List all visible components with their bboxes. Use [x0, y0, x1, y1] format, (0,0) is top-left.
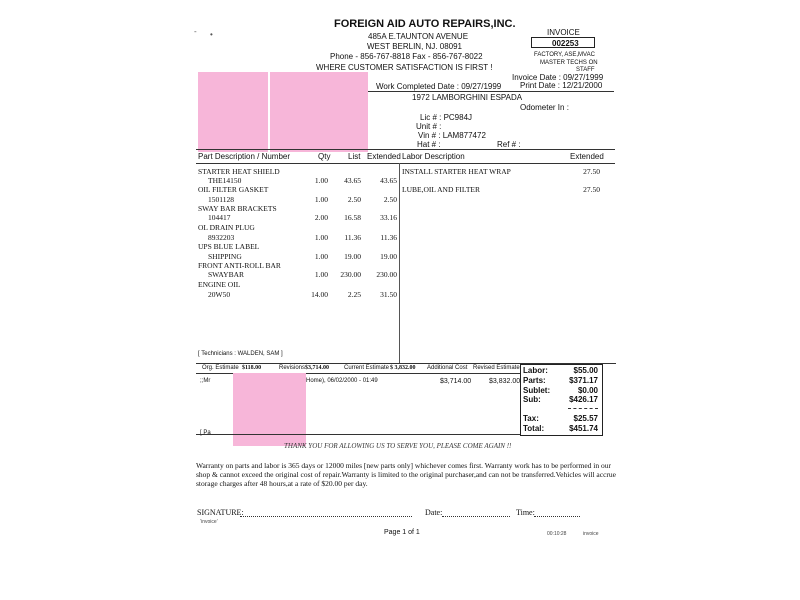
part-qty: 1.00 — [314, 195, 328, 204]
company-address: 485A E.TAUNTON AVENUE — [368, 32, 469, 41]
ref-number: Ref # : — [497, 140, 521, 149]
current-estimate-label: Current Estimate — [344, 365, 390, 371]
page-number: Page 1 of 1 — [384, 529, 420, 536]
total-value-tax: $25.57 — [573, 414, 598, 423]
redacted-customer-address — [270, 72, 368, 152]
revision-additional-cost: $3,714.00 — [440, 378, 472, 385]
part-list: 11.36 — [344, 233, 361, 242]
header-top-rule — [196, 149, 615, 150]
labor-description: LUBE,OIL AND FILTER — [402, 185, 480, 194]
part-qty: 1.00 — [314, 252, 328, 261]
odometer-in: Odometer In : — [520, 103, 569, 112]
header-labor-extended: Extended — [570, 152, 604, 161]
revisions-value: $3,714.00 — [305, 365, 329, 371]
part-qty: 14.00 — [311, 290, 328, 299]
part-number: THE14150 — [208, 176, 242, 185]
total-label-labor: Labor: — [523, 366, 548, 375]
orig-estimate-label: Org. Estimate — [202, 365, 239, 371]
notes-prefix: [ Pa — [200, 430, 211, 436]
technicians: [ Technicians : WALDEN, SAM ] — [198, 351, 283, 357]
vehicle-description: 1972 LAMBORGHINI ESPADA — [412, 93, 523, 102]
invoice-certs: FACTORY, ASE,MVAC — [534, 52, 595, 58]
labor-description: INSTALL STARTER HEAT WRAP — [402, 167, 511, 176]
part-extended: 11.36 — [380, 233, 397, 242]
header-labor-description: Labor Description — [402, 152, 465, 161]
warranty-line-1: Warranty on parts and labor is 365 days or 12000 miles [new parts only] whichever comes first. Warranty work has to be performed in our — [196, 461, 612, 470]
scan-mark: • — [210, 30, 213, 39]
part-qty: 2.00 — [314, 213, 328, 222]
date-label: Date: — [425, 508, 443, 517]
column-divider — [399, 163, 400, 363]
redacted-customer-name — [198, 72, 268, 152]
divider — [368, 91, 614, 92]
total-label-tax: Tax: — [523, 414, 539, 423]
hat-number: Hat # : — [417, 140, 441, 149]
labor-extended: 27.50 — [583, 167, 600, 176]
vin-number: Vin # : LAM877472 — [418, 131, 486, 140]
invoice-label: INVOICE — [547, 28, 580, 37]
part-extended: 19.00 — [380, 252, 397, 261]
total-label-sublet: Sublet: — [523, 386, 551, 395]
part-number: 8932203 — [208, 233, 235, 242]
part-name: UPS BLUE LABEL — [198, 242, 260, 251]
unit-number: Unit # : — [416, 122, 442, 131]
company-city: WEST BERLIN, NJ. 08091 — [367, 42, 462, 51]
header-list: List — [348, 152, 361, 161]
part-extended: 33.16 — [380, 213, 397, 222]
license-number: Lic # : PC984J — [420, 113, 473, 122]
revision-revised-estimate: $3,832.00 — [489, 378, 521, 385]
part-qty: 1.00 — [314, 233, 328, 242]
revised-estimate-label: Revised Estimate — [473, 365, 520, 371]
labor-extended: 27.50 — [583, 185, 600, 194]
company-phone-fax: Phone - 856-767-8818 Fax - 856-767-8022 — [330, 52, 483, 61]
total-value-sublet: $0.00 — [577, 386, 598, 395]
header-part-description: Part Description / Number — [198, 152, 291, 161]
part-qty: 1.00 — [314, 176, 328, 185]
part-list: 230.00 — [340, 270, 361, 279]
invoice-techs-line2: STAFF — [576, 67, 595, 73]
work-completed-date: Work Completed Date : 09/27/1999 — [376, 82, 502, 91]
part-number: 20W50 — [208, 290, 231, 299]
part-name: ENGINE OIL — [198, 280, 241, 289]
part-list: 16.58 — [344, 213, 361, 222]
signature-line — [240, 516, 412, 517]
part-name: OL DRAIN PLUG — [198, 223, 255, 232]
footer-small-right: invoice — [583, 531, 599, 537]
part-extended: 31.50 — [380, 290, 397, 299]
invoice-techs-line1: MASTER TECHS ON — [540, 60, 598, 66]
footer-small-left: ‘invoice’ — [200, 519, 218, 525]
orig-estimate-value: $118.00 — [242, 365, 262, 371]
company-slogan: WHERE CUSTOMER SATISFACTION IS FIRST ! — [316, 63, 493, 72]
part-extended: 2.50 — [383, 195, 397, 204]
part-number: SHIPPING — [208, 252, 242, 261]
header-qty: Qty — [318, 152, 331, 161]
print-date: Print Date : 12/21/2000 — [520, 81, 603, 90]
part-list: 19.00 — [344, 252, 361, 261]
total-value-sub: $426.17 — [569, 395, 598, 404]
part-name: STARTER HEAT SHIELD — [198, 167, 280, 176]
company-name: FOREIGN AID AUTO REPAIRS,INC. — [334, 18, 516, 30]
part-list: 2.25 — [347, 290, 361, 299]
total-label-sub: Sub: — [523, 395, 541, 404]
revisions-label: Revisions — [279, 365, 306, 371]
invoice-number: 002253 — [531, 37, 595, 48]
signature-label: SIGNATURE: — [197, 508, 244, 517]
current-estimate-value: $ 3,832.00 — [390, 365, 416, 371]
revision-prefix: ;;Mr — [200, 378, 211, 384]
part-extended: 230.00 — [376, 270, 397, 279]
header-extended: Extended — [367, 152, 401, 161]
total-value-total: $451.74 — [569, 424, 598, 433]
part-qty: 1.00 — [314, 270, 328, 279]
header-bottom-rule — [196, 163, 615, 164]
time-label: Time: — [516, 508, 535, 517]
total-value-parts: $371.17 — [569, 376, 598, 385]
thank-you-message: THANK YOU FOR ALLOWING US TO SERVE YOU, PLEASE COME AGAIN !! — [284, 442, 512, 450]
time-line — [534, 516, 580, 517]
warranty-line-2: shop & cannot exceed the original cost of repair.Warranty is limited to the original purchaser,and can not be transferred.Vehicles will accrue — [196, 470, 616, 479]
part-number: 1501128 — [208, 195, 234, 204]
scan-mark: - — [194, 27, 197, 36]
part-name: SWAY BAR BRACKETS — [198, 204, 277, 213]
part-list: 43.65 — [344, 176, 361, 185]
date-line — [442, 516, 510, 517]
sum-dash-rule — [568, 408, 598, 409]
part-name: FRONT ANTI-ROLL BAR — [198, 261, 281, 270]
total-label-parts: Parts: — [523, 376, 546, 385]
redacted-customer-contact — [233, 373, 306, 446]
total-value-labor: $55.00 — [573, 366, 598, 375]
part-number: SWAYBAR — [208, 270, 244, 279]
warranty-line-3: storage charges after 48 hours,at a rate of $20.00 per day. — [196, 479, 368, 488]
part-name: OIL FILTER GASKET — [198, 185, 269, 194]
part-number: 104417 — [208, 213, 231, 222]
invoice-date: Invoice Date : 09/27/1999 — [512, 73, 604, 82]
part-extended: 43.65 — [380, 176, 397, 185]
revision-datetime: Home), 06/02/2000 - 01:49 — [306, 378, 378, 384]
footer-rule — [196, 434, 520, 435]
part-list: 2.50 — [347, 195, 361, 204]
additional-cost-label: Additional Cost — [427, 365, 468, 371]
footer-small-time: 00:10:28 — [547, 531, 567, 537]
total-label-total: Total: — [523, 424, 545, 433]
